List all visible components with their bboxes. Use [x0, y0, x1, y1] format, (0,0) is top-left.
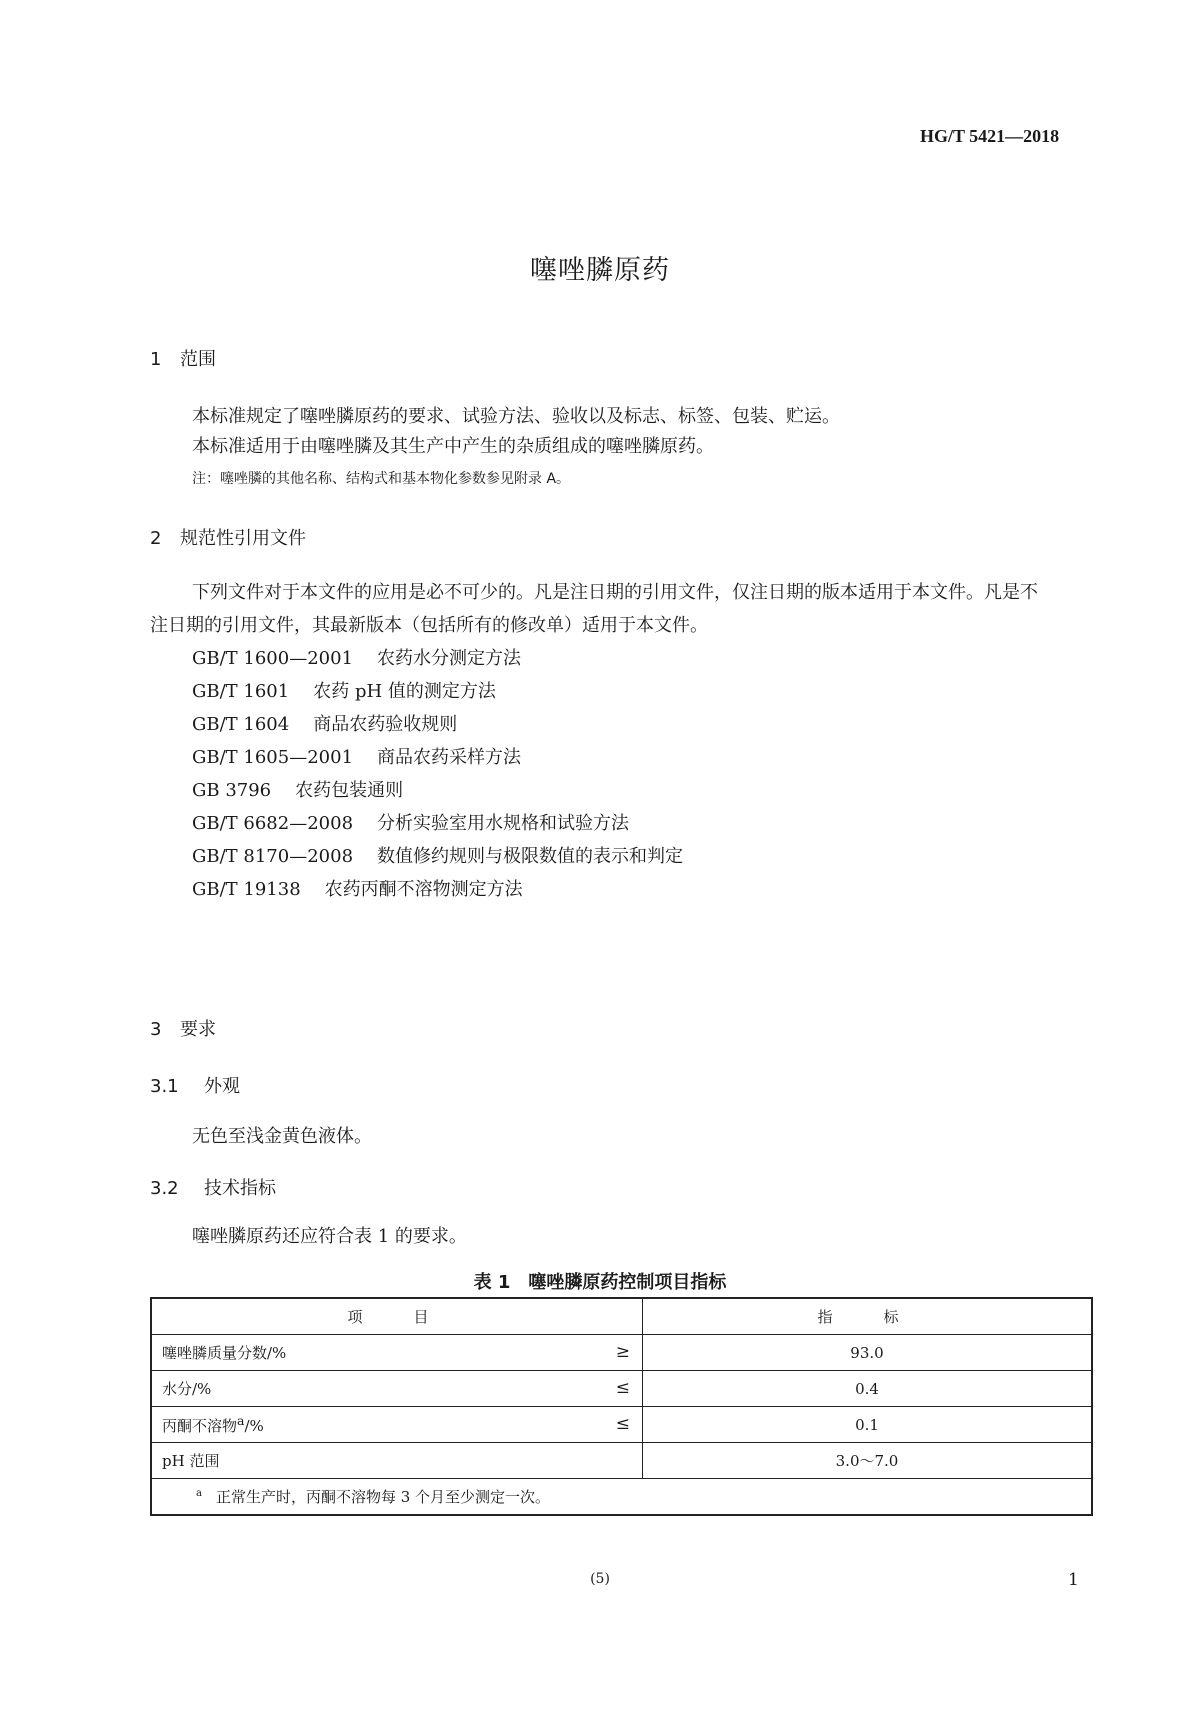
item-cell: [151, 1335, 643, 1371]
section-number: 2: [150, 528, 162, 549]
table-footnote-row: [151, 1479, 1092, 1516]
table-row: [151, 1335, 1092, 1371]
reference-title: 分析实验室用水规格和试验方法: [377, 813, 630, 834]
reference-item: [192, 677, 496, 703]
column-header-item: 项 目: [151, 1298, 643, 1335]
standard-code: HG/T 5421—2018: [920, 126, 1060, 146]
reference-title: 数值修约规则与极限数值的表示和判定: [377, 846, 684, 867]
footnote-text: 正常生产时，丙酮不溶物每 3 个月至少测定一次。: [215, 1488, 551, 1506]
item-label: 水分/%: [162, 1380, 212, 1398]
page-mark: (5): [590, 1571, 610, 1587]
table-row: [151, 1371, 1092, 1407]
value-cell: 0.1: [643, 1407, 1093, 1443]
page-number: 1: [1068, 1570, 1079, 1590]
item-cell: [151, 1443, 643, 1479]
footnote-marker: a: [237, 1413, 245, 1428]
section-title: 外观: [204, 1076, 240, 1097]
section-title: 要求: [180, 1019, 216, 1040]
intro-paragraph: 下列文件对于本文件的应用是必不可少的。凡是注日期的引用文件，仅注日期的版本适用于本文件。凡是不注日期的引用文件，其最新版本（包括所有的修改单）适用于本文件。: [150, 582, 1038, 636]
document-title: 噻唑膦原药: [530, 255, 670, 286]
table-row: [151, 1407, 1092, 1443]
reference-title: 农药水分测定方法: [377, 648, 522, 669]
reference-title: 农药丙酮不溶物测定方法: [324, 879, 523, 900]
value-cell: 3.0～7.0: [643, 1443, 1093, 1479]
value-cell: 0.4: [643, 1371, 1093, 1407]
reference-code: GB 3796: [192, 780, 272, 801]
spec-table: [150, 1297, 1093, 1516]
item-label: pH 范围: [162, 1452, 220, 1470]
section-title: 技术指标: [204, 1178, 276, 1199]
section-3-1-heading: [150, 1072, 240, 1098]
section-number: 3: [150, 1019, 162, 1040]
section-3-heading: [150, 1015, 216, 1041]
reference-code: GB/T 1605—2001: [192, 747, 354, 768]
item-label: 噻唑膦质量分数/%: [162, 1344, 287, 1362]
reference-code: GB/T 1601: [192, 681, 290, 702]
value-cell: 93.0: [643, 1335, 1093, 1371]
reference-item: [192, 644, 521, 670]
reference-code: GB/T 19138: [192, 879, 301, 900]
section-3-2-heading: [150, 1174, 276, 1200]
table-footnote: [151, 1479, 1092, 1516]
item-cell: [151, 1407, 643, 1443]
item-label: 丙酮不溶物: [162, 1417, 238, 1435]
reference-item: [192, 809, 629, 835]
paragraph: 无色至浅金黄色液体。: [192, 1126, 372, 1147]
table-row: [151, 1443, 1092, 1479]
reference-item: [192, 776, 403, 802]
paragraph: 噻唑膦原药还应符合表 1 的要求。: [192, 1226, 467, 1247]
reference-code: GB/T 1600—2001: [192, 648, 354, 669]
section-2-heading: [150, 524, 306, 550]
reference-item: [192, 875, 523, 901]
section-title: 规范性引用文件: [180, 528, 306, 549]
column-header-value: 指 标: [643, 1298, 1093, 1335]
section-number: 1: [150, 349, 162, 370]
reference-title: 农药 pH 值的测定方法: [313, 681, 496, 702]
section-1-heading: [150, 345, 216, 371]
reference-item: [192, 710, 457, 736]
operator: ≤: [615, 1414, 630, 1434]
section-number: 3.2: [150, 1178, 179, 1199]
operator: ≥: [615, 1342, 630, 1362]
table-header-row: [151, 1298, 1092, 1335]
reference-code: GB/T 1604: [192, 714, 290, 735]
reference-item: [192, 842, 683, 868]
paragraph: 本标准规定了噻唑膦原药的要求、试验方法、验收以及标志、标签、包装、贮运。: [192, 406, 840, 427]
operator: ≤: [615, 1378, 630, 1398]
reference-title: 商品农药采样方法: [377, 747, 522, 768]
item-cell: [151, 1371, 643, 1407]
table-caption: 表 1 噻唑膦原药控制项目指标: [473, 1272, 727, 1293]
note: 注：噻唑膦的其他名称、结构式和基本物化参数参见附录 A。: [192, 471, 571, 487]
reference-code: GB/T 8170—2008: [192, 846, 354, 867]
reference-item: [192, 743, 521, 769]
reference-code: GB/T 6682—2008: [192, 813, 354, 834]
section-number: 3.1: [150, 1076, 179, 1097]
item-unit: /%: [244, 1417, 264, 1435]
section-title: 范围: [180, 349, 216, 370]
reference-title: 农药包装通则: [295, 780, 404, 801]
paragraph: 本标准适用于由噻唑膦及其生产中产生的杂质组成的噻唑膦原药。: [192, 436, 714, 457]
reference-title: 商品农药验收规则: [313, 714, 458, 735]
footnote-marker: a: [196, 1488, 202, 1499]
